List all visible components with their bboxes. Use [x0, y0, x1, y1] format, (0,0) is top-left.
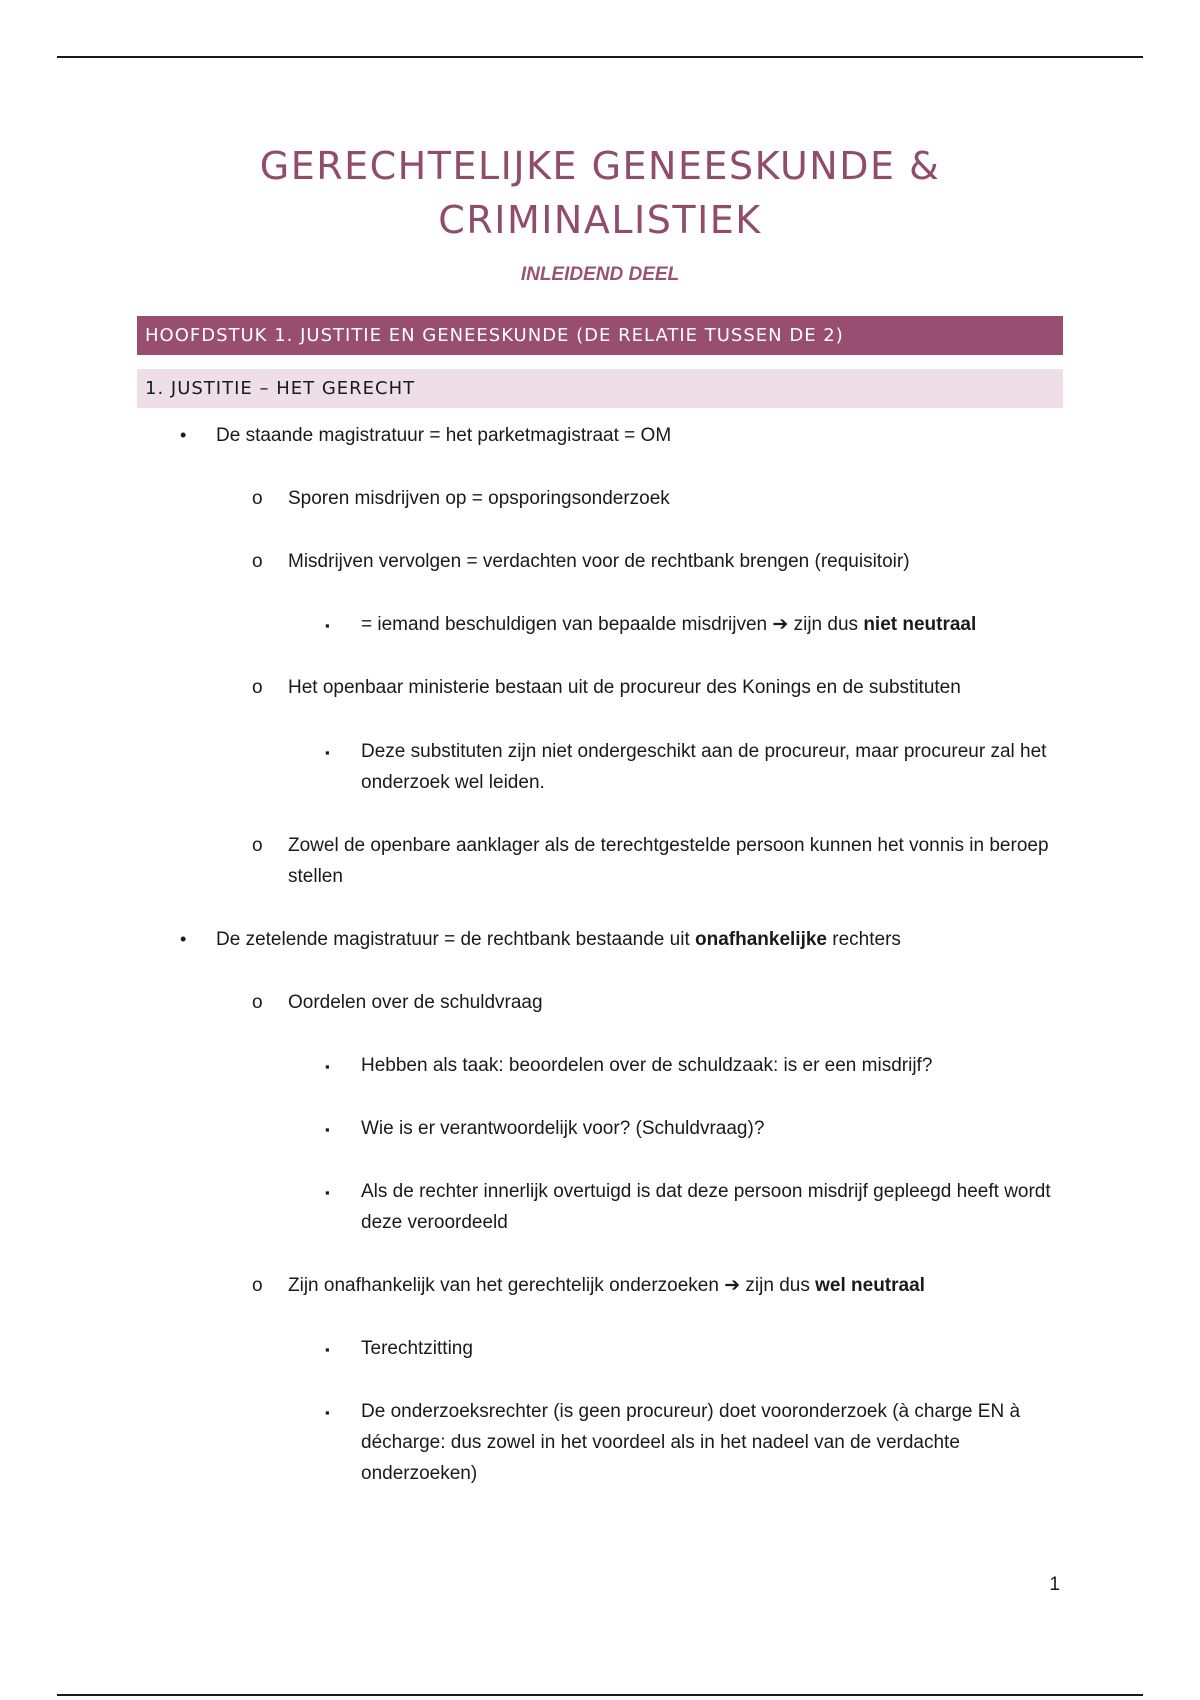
square-bullet-icon: ▪	[325, 1122, 330, 1137]
square-bullet-icon: ▪	[325, 1059, 330, 1074]
footer-rule	[57, 1694, 1143, 1696]
list-item	[325, 1333, 1061, 1364]
document-title-line-1: GERECHTELIJKE GENEESKUNDE &	[259, 144, 941, 188]
list-item-text-after: rechters	[827, 929, 901, 950]
list-item	[252, 1270, 1068, 1301]
list-item	[252, 830, 1068, 892]
list-item-text: Oordelen over de schuldvraag	[288, 992, 543, 1013]
list-item-text: Zowel de openbare aanklager als de terechtgestelde persoon kunnen het vonnis in beroep stellen	[288, 835, 1049, 887]
list-item-text: De zetelende magistratuur = de rechtbank bestaande uit	[216, 929, 695, 950]
list-item	[252, 546, 1068, 577]
list-item-text: Hebben als taak: beoordelen over de schuldzaak: is er een misdrijf?	[361, 1055, 933, 1076]
list-item-text: Sporen misdrijven op = opsporingsonderzoek	[288, 488, 670, 509]
list-item	[325, 1176, 1061, 1238]
circle-bullet-icon: o	[252, 1275, 263, 1296]
list-item-text: Deze substituten zijn niet ondergeschikt aan de procureur, maar procureur zal het onderzoek wel leiden.	[361, 741, 1047, 793]
circle-bullet-icon: o	[252, 992, 263, 1013]
square-bullet-icon: ▪	[325, 618, 330, 633]
list-item-emphasis: niet neutraal	[863, 614, 977, 635]
list-item	[180, 924, 1066, 955]
list-item	[325, 1396, 1061, 1489]
list-item-text: Wie is er verantwoordelijk voor? (Schuldvraag)?	[361, 1118, 765, 1139]
header-rule	[57, 56, 1143, 58]
chapter-heading: HOOFDSTUK 1. JUSTITIE EN GENEESKUNDE (DE RELATIE TUSSEN DE 2)	[137, 316, 1063, 355]
list-item	[252, 987, 1068, 1018]
bullet-icon: •	[180, 929, 187, 949]
list-item	[252, 483, 1068, 514]
page-number: 1	[1049, 1574, 1060, 1595]
circle-bullet-icon: o	[252, 488, 263, 509]
list-item	[325, 736, 1061, 798]
list-item-text: Het openbaar ministerie bestaan uit de procureur des Konings en de substituten	[288, 677, 961, 698]
list-item-text: Als de rechter innerlijk overtuigd is dat deze persoon misdrijf gepleegd heeft wordt deze veroordeeld	[361, 1181, 1051, 1233]
list-item-text: Terechtzitting	[361, 1338, 473, 1359]
list-item-text: = iemand beschuldigen van bepaalde misdrijven ➔ zijn dus	[361, 614, 864, 635]
list-item	[252, 672, 1068, 703]
list-item	[325, 609, 1061, 640]
section-heading: 1. JUSTITIE – HET GERECHT	[137, 369, 1063, 408]
bullet-icon: •	[180, 425, 187, 445]
square-bullet-icon: ▪	[325, 1185, 330, 1200]
square-bullet-icon: ▪	[325, 1405, 330, 1420]
circle-bullet-icon: o	[252, 551, 263, 572]
square-bullet-icon: ▪	[325, 1342, 330, 1357]
list-item	[180, 420, 1066, 451]
document-subtitle: INLEIDEND DEEL	[520, 264, 680, 285]
document-title-line-2: CRIMINALISTIEK	[438, 198, 762, 242]
list-item	[325, 1050, 1061, 1081]
circle-bullet-icon: o	[252, 835, 263, 856]
list-item-text: Zijn onafhankelijk van het gerechtelijk onderzoeken ➔ zijn dus	[288, 1275, 816, 1296]
list-item	[325, 1113, 1061, 1144]
list-item-text: Misdrijven vervolgen = verdachten voor de rechtbank brengen (requisitoir)	[288, 551, 910, 572]
circle-bullet-icon: o	[252, 677, 263, 698]
list-item-emphasis: onafhankelijke	[695, 929, 827, 950]
list-item-emphasis: wel neutraal	[815, 1275, 925, 1296]
square-bullet-icon: ▪	[325, 745, 330, 760]
list-item-text: De onderzoeksrechter (is geen procureur) doet vooronderzoek (à charge EN à décharge: dus zowel in het voordeel als in het nadeel van de verdachte onderzoeken)	[361, 1401, 1021, 1484]
list-item-text: De staande magistratuur = het parketmagistraat = OM	[216, 425, 672, 446]
